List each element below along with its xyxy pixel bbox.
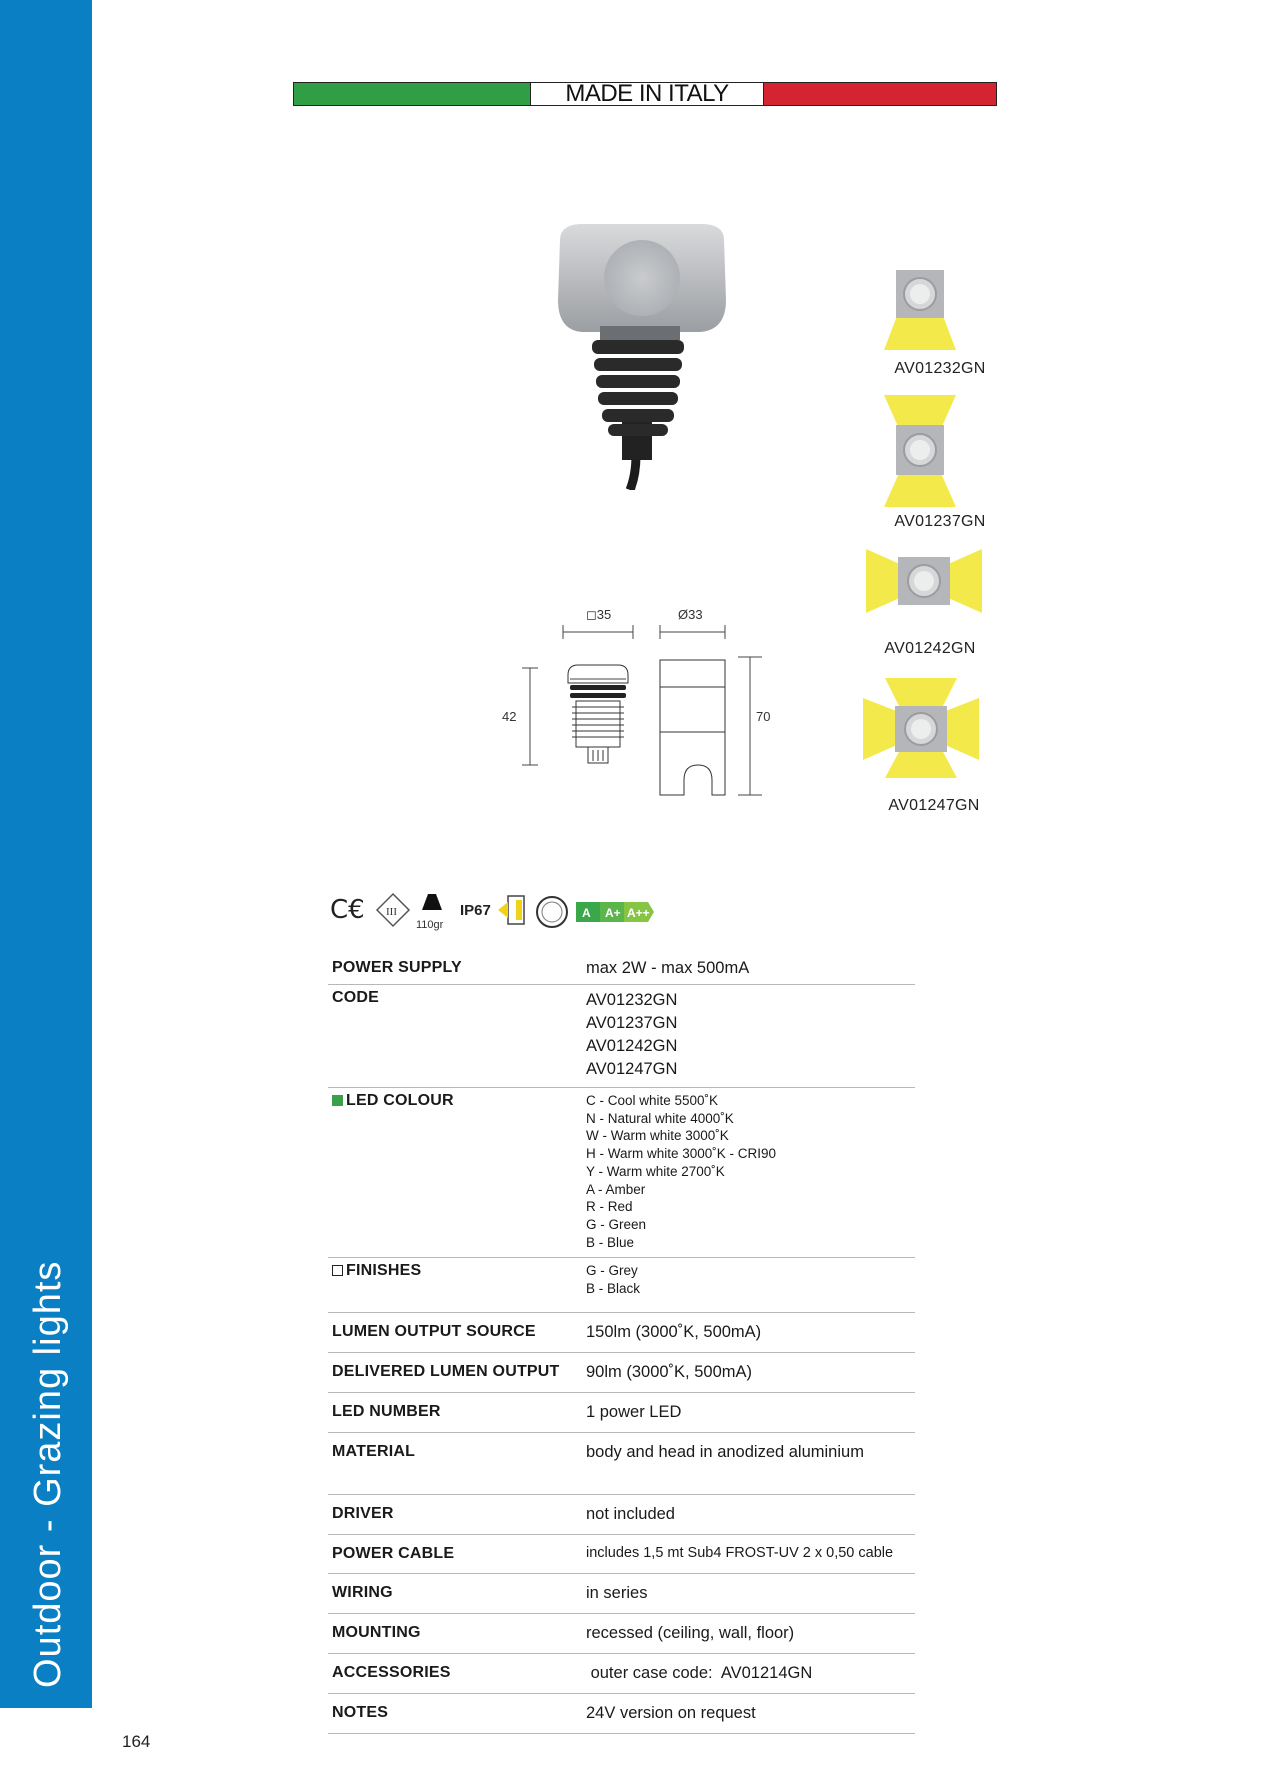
svg-text:III: III (386, 906, 397, 918)
spec-label: CODE (332, 989, 380, 1006)
variant-beam-sides-icon (866, 545, 982, 617)
colour-option: W - Warm white 3000˚K (586, 1128, 729, 1144)
rotation-icon (537, 897, 567, 927)
made-in-label: MADE IN ITALY (530, 83, 764, 105)
spec-table (328, 955, 915, 1734)
spec-row (328, 1432, 915, 1494)
finishes-list (582, 1258, 915, 1312)
colour-option: B - Blue (586, 1234, 635, 1250)
spec-value: outer case code: AV01214GN (586, 1663, 813, 1682)
code-item: AV01232GN (586, 991, 678, 1009)
colour-option: A - Amber (586, 1181, 646, 1197)
finish-option: G - Grey (586, 1263, 638, 1279)
dim-square: ◻35 (586, 607, 612, 622)
colour-option: Y - Warm white 2700˚K (586, 1163, 725, 1179)
spec-row (328, 1352, 915, 1392)
made-in-italy-banner (293, 82, 997, 106)
spec-row (328, 1613, 915, 1653)
ce-mark-icon: C€ (330, 895, 365, 925)
spec-label: DELIVERED LUMEN OUTPUT (332, 1362, 560, 1380)
dim-diameter: Ø33 (678, 607, 703, 622)
spec-label: DRIVER (332, 1504, 394, 1522)
code-item: AV01247GN (586, 1060, 678, 1078)
colour-option: N - Natural white 4000˚K (586, 1110, 734, 1126)
spec-value: 1 power LED (586, 1402, 682, 1421)
led-colour-list (582, 1088, 915, 1258)
spec-row (328, 1693, 915, 1733)
spec-label: POWER SUPPLY (332, 959, 462, 976)
spec-row (328, 1312, 915, 1352)
spec-label: POWER CABLE (332, 1544, 455, 1562)
variant-code: AV01237GN (894, 513, 986, 530)
colour-option: G - Green (586, 1216, 647, 1232)
spec-value: 90lm (3000˚K, 500mA) (586, 1362, 752, 1381)
code-list (582, 985, 915, 1088)
product-photo (540, 220, 740, 490)
spec-row (328, 985, 915, 1088)
spec-value: 24V version on request (586, 1703, 756, 1722)
page-number: 164 (122, 1732, 151, 1751)
spec-row (328, 1392, 915, 1432)
variant-beam-four-sides-icon (863, 678, 979, 778)
variant-code: AV01232GN (894, 360, 986, 377)
spec-label: WIRING (332, 1583, 393, 1601)
svg-text:A+: A+ (605, 906, 621, 920)
svg-text:A++: A++ (627, 906, 650, 920)
spec-value: not included (586, 1504, 675, 1523)
code-item: AV01242GN (586, 1037, 678, 1055)
dimension-drawing (500, 595, 770, 805)
energy-class-icon (576, 902, 654, 922)
weight-icon (416, 894, 444, 931)
spec-value: includes 1,5 mt Sub4 FROST-UV 2 x 0,50 cable (586, 1544, 894, 1561)
spec-value: recessed (ceiling, wall, floor) (586, 1623, 795, 1642)
variant-code: AV01242GN (884, 640, 976, 657)
colour-option: H - Warm white 3000˚K - CRI90 (586, 1146, 777, 1162)
ip67-icon: IP67 (460, 902, 491, 919)
certification-icons (330, 888, 690, 932)
colour-option: R - Red (586, 1199, 633, 1215)
variant-beam-up-down-icon (880, 395, 960, 507)
spec-label: NOTES (332, 1703, 389, 1721)
spec-row (328, 1258, 915, 1312)
dim-total-height: 70 (756, 709, 770, 724)
spec-value: max 2W - max 500mA (586, 959, 750, 977)
dim-head-height: 42 (502, 709, 517, 724)
svg-text:110gr: 110gr (416, 919, 444, 931)
sidebar (0, 0, 92, 1708)
spec-label: ACCESSORIES (332, 1663, 451, 1681)
spec-value: in series (586, 1583, 648, 1602)
spec-value: 150lm (3000˚K, 500mA) (586, 1322, 762, 1341)
green-square-icon (332, 1095, 343, 1106)
spec-row (328, 1088, 915, 1258)
code-item: AV01237GN (586, 1014, 678, 1032)
finishes-label: FINISHES (328, 1258, 582, 1312)
variant-code: AV01247GN (888, 797, 980, 814)
class-iii-icon (377, 894, 409, 926)
spec-row (328, 1494, 915, 1534)
spec-row (328, 1534, 915, 1573)
flag-red-band (764, 83, 996, 105)
variant-beam-down-icon (880, 262, 960, 350)
sidebar-title: Outdoor - Grazing lights (27, 1260, 69, 1688)
finish-option: B - Black (586, 1281, 641, 1297)
spec-label: LED NUMBER (332, 1402, 441, 1420)
spec-row (328, 955, 915, 985)
spec-row (328, 1573, 915, 1613)
spec-value: body and head in anodized aluminium (586, 1442, 864, 1461)
empty-square-icon (332, 1265, 343, 1276)
spec-row (328, 1653, 915, 1693)
spec-label: MOUNTING (332, 1623, 421, 1641)
spec-label: LUMEN OUTPUT SOURCE (332, 1322, 536, 1340)
flag-green-band (294, 83, 530, 105)
colour-option: C - Cool white 5500˚K (586, 1093, 719, 1108)
led-colour-label: LED COLOUR (328, 1088, 582, 1258)
svg-text:A: A (582, 906, 591, 920)
recessed-mount-icon (498, 896, 524, 924)
spec-label: MATERIAL (332, 1442, 416, 1460)
